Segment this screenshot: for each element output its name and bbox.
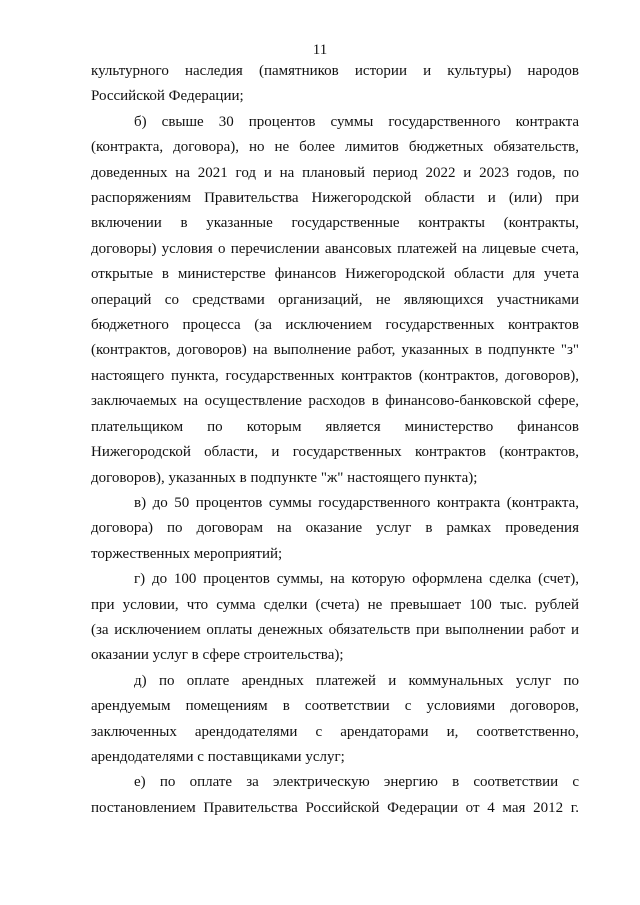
text-line: Российской Федерации;	[91, 88, 244, 105]
paragraph-item-e	[91, 770, 579, 821]
text-line: доведенных на 2021 год и на плановый период 2022 и 2023 годов, по	[91, 164, 579, 181]
text-line: включении в указанные государственные контракты (контракты,	[91, 215, 579, 232]
text-line: г) до 100 процентов суммы, на которую оформлена сделка (счет),	[134, 571, 579, 588]
text-line: (контракта, договора), но не более лимитов бюджетных обязательств,	[91, 139, 579, 156]
text-line: Нижегородской области, и государственных контрактов (контрактов,	[91, 444, 579, 461]
text-line: (за исключением оплаты денежных обязательств при выполнении работ и	[91, 621, 579, 638]
text-line: операций со средствами организаций, не являющихся участниками	[91, 291, 579, 308]
text-line: е) по оплате за электрическую энергию в соответствии с	[134, 774, 579, 791]
paragraph-continuation	[91, 59, 579, 110]
text-line: распоряжениям Правительства Нижегородской области и (или) при	[91, 190, 579, 207]
text-line: заключаемых на осуществление расходов в финансово-банковской сфере,	[91, 393, 579, 410]
text-line: арендодателями с поставщиками услуг;	[91, 748, 345, 765]
text-line: настоящего пункта, государственных контрактов (контрактов, договоров),	[91, 367, 579, 384]
page-number: 11	[312, 42, 328, 58]
text-line: культурного наследия (памятников истории и культуры) народов	[91, 63, 579, 79]
text-line: постановлением Правительства Российской Федерации от 4 мая 2012 г.	[91, 799, 579, 816]
text-line: открытые в министерстве финансов Нижегородской области для учета	[91, 266, 579, 283]
text-line: д) по оплате арендных платежей и коммунальных услуг по	[134, 672, 579, 689]
text-line: торжественных мероприятий;	[91, 545, 283, 562]
text-line: при условии, что сумма сделки (счета) не превышает 100 тыс. рублей	[91, 596, 579, 613]
text-line: в) до 50 процентов суммы государственного контракта (контракта,	[134, 494, 579, 511]
text-line: (контрактов, договоров) на выполнение работ, указанных в подпункте "з"	[91, 342, 579, 359]
text-line: договоры) условия о перечислении авансовых платежей на лицевые счета,	[91, 240, 579, 257]
paragraph-item-d	[91, 669, 579, 771]
text-line: б) свыше 30 процентов суммы государственного контракта	[134, 113, 579, 130]
text-line: плательщиком по которым является министерство финансов	[91, 418, 579, 435]
text-line: договора) по договорам на оказание услуг в рамках проведения	[91, 520, 579, 537]
paragraph-item-v	[91, 491, 579, 567]
text-line: оказании услуг в сфере строительства);	[91, 647, 344, 664]
text-line: бюджетного процесса (за исключением государственных контрактов	[91, 317, 579, 334]
document-body	[91, 59, 579, 821]
paragraph-item-g	[91, 567, 579, 669]
paragraph-item-b	[91, 110, 579, 491]
text-line: договоров), указанных в подпункте "ж" настоящего пункта);	[91, 469, 478, 486]
text-line: арендуемым помещениям в соответствии с условиями договоров,	[91, 698, 579, 715]
text-line: заключенных арендодателями с арендаторами и, соответственно,	[91, 723, 579, 740]
